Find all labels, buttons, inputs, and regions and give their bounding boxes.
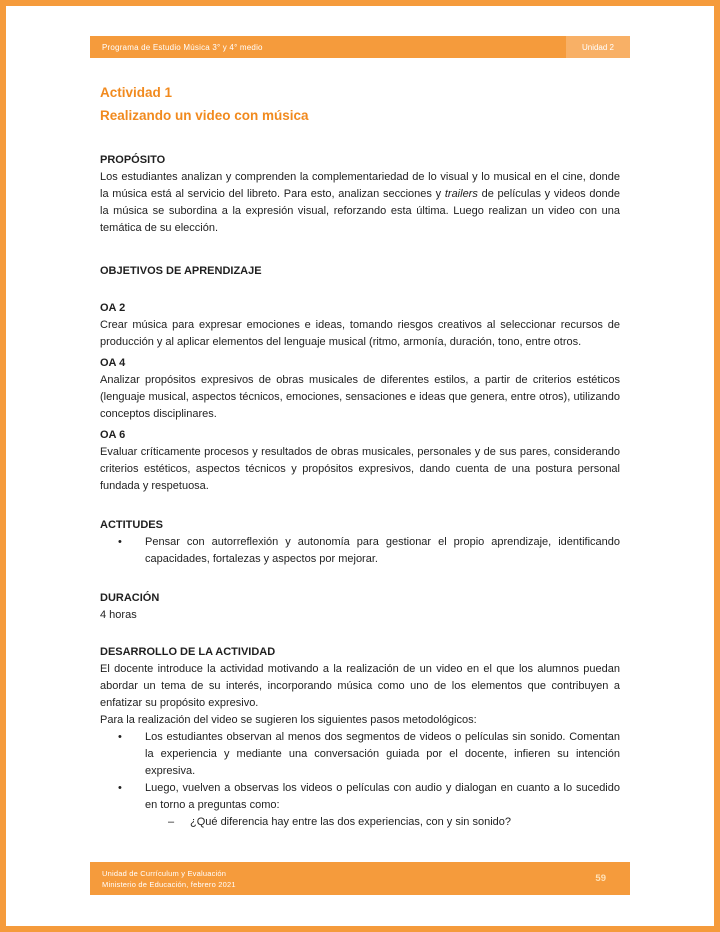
proposito-italic-term: trailers bbox=[444, 188, 478, 200]
bullet-text: Pensar con autorreflexión y autonomía para gestionar el propio aprendizaje, identificando capacidades, fortalezas y aspectos por mejorar. bbox=[145, 536, 620, 565]
oa-item bbox=[100, 300, 620, 351]
unit-badge: Unidad 2 bbox=[566, 36, 630, 58]
page-content bbox=[6, 58, 714, 831]
dash-marker: – bbox=[168, 816, 175, 828]
document-title: Programa de Estudio Música 3° y 4° medio bbox=[102, 42, 263, 52]
oa-item bbox=[100, 427, 620, 495]
section-duracion bbox=[100, 590, 620, 624]
proposito-heading: PROPÓSITO bbox=[100, 154, 166, 166]
oa-text: Crear música para expresar emociones e ideas, tomando riesgos creativos al seleccionar recursos de producción y al aplicar elementos del lenguaje musical (ritmo, armonía, duración, tono, entre otros. bbox=[100, 319, 620, 348]
sub-bullet-text: ¿Qué diferencia hay entre las dos experiencias, con y sin sonido? bbox=[190, 816, 512, 828]
desarrollo-paragraph-1: El docente introduce la actividad motivando a la realización de un video en el que los alumnos puedan abordar un tema de su interés, incorporando música como uno de los elementos que contribuyen a enfatizar su propósito expresivo. bbox=[100, 663, 620, 709]
desarrollo-paragraph-2: Para la realización del video se sugieren los siguientes pasos metodológicos: bbox=[100, 714, 477, 726]
activity-subtitle: Realizando un video con música bbox=[100, 108, 309, 123]
section-proposito bbox=[100, 152, 620, 237]
footer-line-2: Ministerio de Educación, febrero 2021 bbox=[102, 879, 236, 889]
oa-label: OA 2 bbox=[100, 302, 126, 314]
oa-item bbox=[100, 355, 620, 423]
objetivos-heading: OBJETIVOS DE APRENDIZAJE bbox=[100, 265, 262, 277]
bullet-marker: • bbox=[118, 536, 122, 548]
footer-bar bbox=[90, 862, 630, 895]
page-number: 59 bbox=[595, 873, 606, 884]
desarrollo-heading: DESARROLLO DE LA ACTIVIDAD bbox=[100, 646, 276, 658]
bullet-text: Los estudiantes observan al menos dos segmentos de videos o películas sin sonido. Comentan la experiencia y mediante una conversación guiada por el docente, infieren su intención expresiva. bbox=[145, 731, 620, 777]
bullet-marker: • bbox=[118, 731, 122, 743]
actitudes-heading: ACTITUDES bbox=[100, 519, 163, 531]
proposito-text-cont: de películas y videos donde la música se subordina a la expresión visual, reforzando esta última. Luego realizan un video con una temática de su elección. bbox=[100, 188, 620, 234]
section-desarrollo bbox=[100, 644, 620, 831]
oa-text: Evaluar críticamente procesos y resultados de obras musicales, personales y de sus pares, considerando criterios estéticos, aspectos técnicos y propósitos expresivos, dando cuenta de una postura personal fundada y respetuosa. bbox=[100, 446, 620, 492]
oa-label: OA 4 bbox=[100, 357, 126, 369]
duracion-heading: DURACIÓN bbox=[100, 592, 160, 604]
oa-text: Analizar propósitos expresivos de obras musicales de diferentes estilos, a partir de criterios estéticos (lenguaje musical, aspectos técnicos, emociones, sensaciones e ideas que genera, entre otros), utilizando conceptos disciplinares. bbox=[100, 374, 620, 420]
section-objetivos bbox=[100, 263, 620, 495]
footer-line-1: Unidad de Currículum y Evaluación bbox=[102, 868, 227, 878]
footer-credits bbox=[102, 868, 236, 890]
proposito-text: Los estudiantes analizan y comprenden la complementariedad de lo visual y lo musical en el cine, donde la música está al servicio del libreto. Para esto, analizan secciones y bbox=[100, 171, 620, 200]
proposito-paragraph bbox=[100, 169, 620, 237]
bullet-text: Luego, vuelven a observas los videos o películas con audio y dialogan en cuanto a lo sucedido en torno a preguntas como: bbox=[145, 782, 620, 811]
activity-title: Actividad 1 bbox=[100, 85, 173, 100]
sub-bullet-item bbox=[168, 814, 620, 831]
bullet-item bbox=[118, 729, 620, 780]
bullet-marker: • bbox=[118, 782, 122, 794]
bullet-item bbox=[118, 534, 620, 568]
oa-label: OA 6 bbox=[100, 429, 126, 441]
section-actitudes bbox=[100, 517, 620, 568]
bullet-item bbox=[118, 780, 620, 814]
header-bar bbox=[90, 36, 630, 58]
duracion-value: 4 horas bbox=[100, 609, 137, 621]
